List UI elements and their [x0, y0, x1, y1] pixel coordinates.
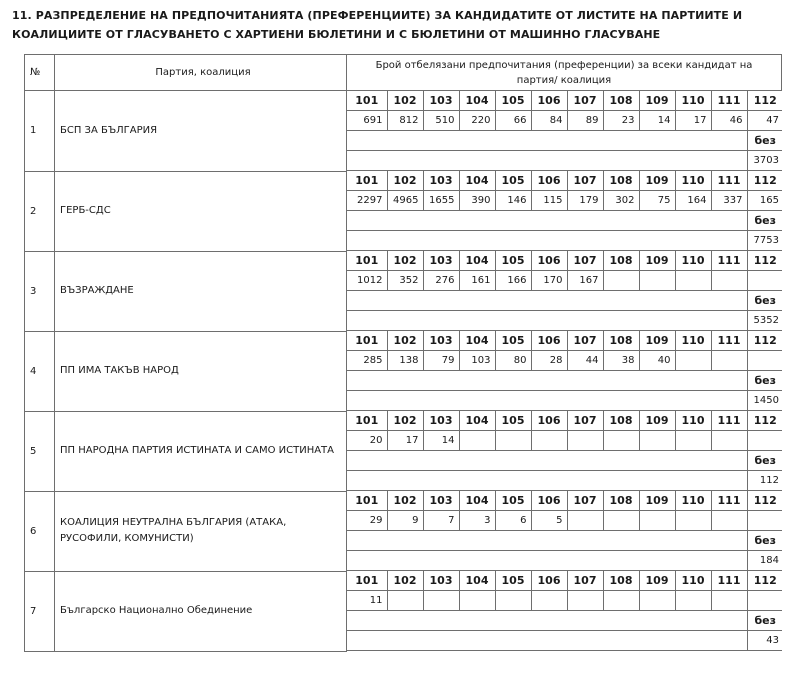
candidate-id: 110 — [675, 491, 711, 511]
party-name: ПП НАРОДНА ПАРТИЯ ИСТИНАТА И САМО ИСТИНАТА — [55, 411, 347, 491]
candidate-votes — [675, 591, 711, 611]
candidate-votes: 17 — [675, 111, 711, 131]
candidate-id: 111 — [711, 91, 747, 111]
without-label: без — [747, 611, 782, 631]
candidate-id: 112 — [747, 91, 782, 111]
without-label-row — [347, 451, 782, 471]
party-name: ГЕРБ-СДС — [55, 171, 347, 251]
candidate-votes: 17 — [387, 431, 423, 451]
candidate-votes — [747, 271, 782, 291]
candidate-id-row — [347, 571, 782, 591]
candidate-id: 108 — [603, 571, 639, 591]
party-number: 3 — [25, 251, 55, 331]
party-number: 2 — [25, 171, 55, 251]
candidate-id: 109 — [639, 491, 675, 511]
candidate-id: 105 — [495, 411, 531, 431]
without-label: без — [747, 211, 782, 231]
candidate-votes: 812 — [387, 111, 423, 131]
candidate-id: 105 — [495, 171, 531, 191]
without-value-row — [347, 151, 782, 171]
candidate-id: 112 — [747, 491, 782, 511]
candidate-votes — [711, 431, 747, 451]
without-value: 7753 — [747, 231, 782, 251]
candidate-votes: 138 — [387, 351, 423, 371]
candidate-votes: 352 — [387, 271, 423, 291]
candidate-votes-row — [347, 191, 782, 211]
candidate-id: 110 — [675, 571, 711, 591]
party-name: КОАЛИЦИЯ НЕУТРАЛНА БЪЛГАРИЯ (АТАКА, РУСОФИЛИ, КОМУНИСТИ) — [55, 491, 347, 571]
candidate-id: 102 — [387, 571, 423, 591]
candidate-id: 104 — [459, 331, 495, 351]
candidate-votes: 285 — [347, 351, 387, 371]
candidate-id: 105 — [495, 91, 531, 111]
without-value-row — [347, 471, 782, 491]
candidate-votes: 115 — [531, 191, 567, 211]
candidate-votes: 80 — [495, 351, 531, 371]
candidate-id: 111 — [711, 411, 747, 431]
candidate-id: 109 — [639, 411, 675, 431]
candidate-votes: 1655 — [423, 191, 459, 211]
candidate-votes: 390 — [459, 191, 495, 211]
candidate-votes: 46 — [711, 111, 747, 131]
header-preferences: Брой отбелязани предпочитания (преференции) за всеки кандидат на партия/ коалиция — [347, 55, 782, 91]
candidate-id: 108 — [603, 411, 639, 431]
candidate-votes — [423, 591, 459, 611]
candidate-id: 107 — [567, 411, 603, 431]
header-number: № — [25, 55, 55, 91]
candidate-id: 103 — [423, 331, 459, 351]
candidate-votes-row — [347, 431, 782, 451]
candidate-id: 103 — [423, 251, 459, 271]
without-value: 184 — [747, 551, 782, 571]
candidate-votes: 220 — [459, 111, 495, 131]
party-number: 1 — [25, 91, 55, 172]
candidate-id: 102 — [387, 171, 423, 191]
candidate-votes — [675, 351, 711, 371]
party-name: Българско Национално Обединение — [55, 571, 347, 651]
candidate-id: 106 — [531, 251, 567, 271]
candidate-votes — [675, 271, 711, 291]
candidate-id: 112 — [747, 251, 782, 271]
candidate-id: 111 — [711, 571, 747, 591]
party-number: 7 — [25, 571, 55, 651]
candidate-id: 107 — [567, 171, 603, 191]
candidate-id: 104 — [459, 571, 495, 591]
party-row — [25, 171, 782, 251]
candidate-votes — [711, 591, 747, 611]
candidate-id: 110 — [675, 171, 711, 191]
without-label: без — [747, 371, 782, 391]
without-label-row — [347, 371, 782, 391]
candidate-votes — [531, 591, 567, 611]
candidate-votes — [711, 511, 747, 531]
without-value: 3703 — [747, 151, 782, 171]
candidate-id: 107 — [567, 331, 603, 351]
candidate-id: 101 — [347, 571, 387, 591]
document-title: 11. РАЗПРЕДЕЛЕНИЕ НА ПРЕДПОЧИТАНИЯТА (ПРЕФЕРЕНЦИИТЕ) ЗА КАНДИДАТИТЕ ОТ ЛИСТИТЕ НА ПАРТИИТЕ И КОАЛИЦИИТЕ ОТ ГЛАСУВАНЕТО С ХАРТИЕНИ БЮЛЕТИНИ И С БЮЛЕТИНИ ОТ МАШИННО ГЛАСУВАНЕ — [12, 9, 743, 41]
candidate-votes: 276 — [423, 271, 459, 291]
candidate-votes — [675, 431, 711, 451]
candidate-votes: 79 — [423, 351, 459, 371]
candidate-votes — [603, 271, 639, 291]
candidate-votes — [531, 431, 567, 451]
candidate-votes-row — [347, 511, 782, 531]
candidate-grid — [347, 251, 782, 331]
candidate-id: 104 — [459, 171, 495, 191]
party-preferences — [347, 411, 782, 491]
candidate-votes — [495, 591, 531, 611]
without-label: без — [747, 451, 782, 471]
candidate-id: 104 — [459, 491, 495, 511]
party-preferences — [347, 491, 782, 571]
without-value-row — [347, 231, 782, 251]
candidate-votes — [603, 591, 639, 611]
without-label-row — [347, 211, 782, 231]
candidate-votes: 302 — [603, 191, 639, 211]
candidate-id: 102 — [387, 91, 423, 111]
candidate-id: 104 — [459, 251, 495, 271]
without-label: без — [747, 531, 782, 551]
candidate-id: 101 — [347, 491, 387, 511]
candidate-votes — [747, 431, 782, 451]
party-number: 6 — [25, 491, 55, 571]
candidate-votes — [459, 431, 495, 451]
without-label: без — [747, 291, 782, 311]
without-value-row — [347, 551, 782, 571]
candidate-id: 108 — [603, 251, 639, 271]
candidate-id: 108 — [603, 171, 639, 191]
party-name: ПП ИМА ТАКЪВ НАРОД — [55, 331, 347, 411]
candidate-id-row — [347, 491, 782, 511]
candidate-votes: 2297 — [347, 191, 387, 211]
candidate-id: 108 — [603, 91, 639, 111]
candidate-id: 103 — [423, 91, 459, 111]
candidate-id: 101 — [347, 331, 387, 351]
candidate-votes — [495, 431, 531, 451]
candidate-grid — [347, 91, 782, 171]
candidate-id: 112 — [747, 331, 782, 351]
candidate-votes — [747, 591, 782, 611]
candidate-votes — [639, 431, 675, 451]
party-number: 5 — [25, 411, 55, 491]
party-row — [25, 411, 782, 491]
party-preferences — [347, 251, 782, 331]
candidate-id: 105 — [495, 571, 531, 591]
candidate-votes — [567, 591, 603, 611]
candidate-grid — [347, 171, 782, 251]
candidate-id: 104 — [459, 411, 495, 431]
candidate-votes: 146 — [495, 191, 531, 211]
candidate-id: 106 — [531, 91, 567, 111]
candidate-id: 107 — [567, 91, 603, 111]
candidate-id: 101 — [347, 251, 387, 271]
candidate-id: 110 — [675, 91, 711, 111]
candidate-id: 102 — [387, 251, 423, 271]
candidate-id: 112 — [747, 411, 782, 431]
candidate-id-row — [347, 251, 782, 271]
candidate-votes: 84 — [531, 111, 567, 131]
candidate-id: 102 — [387, 331, 423, 351]
candidate-votes: 44 — [567, 351, 603, 371]
party-preferences — [347, 331, 782, 411]
without-label-row — [347, 611, 782, 631]
candidate-id: 111 — [711, 171, 747, 191]
candidate-id: 112 — [747, 571, 782, 591]
candidate-id: 112 — [747, 171, 782, 191]
candidate-id: 105 — [495, 251, 531, 271]
candidate-votes — [603, 511, 639, 531]
candidate-votes: 11 — [347, 591, 387, 611]
candidate-id: 102 — [387, 411, 423, 431]
candidate-id: 107 — [567, 571, 603, 591]
candidate-votes — [459, 591, 495, 611]
candidate-votes: 23 — [603, 111, 639, 131]
without-value-row — [347, 631, 782, 651]
without-value-row — [347, 311, 782, 331]
candidate-votes — [567, 511, 603, 531]
candidate-votes: 75 — [639, 191, 675, 211]
party-preferences — [347, 571, 782, 651]
candidate-id: 111 — [711, 491, 747, 511]
candidate-votes: 47 — [747, 111, 782, 131]
candidate-id-row — [347, 411, 782, 431]
party-row — [25, 331, 782, 411]
candidate-id: 103 — [423, 491, 459, 511]
candidate-votes: 66 — [495, 111, 531, 131]
candidate-id: 106 — [531, 331, 567, 351]
candidate-votes-row — [347, 271, 782, 291]
candidate-votes: 337 — [711, 191, 747, 211]
candidate-votes — [639, 511, 675, 531]
candidate-votes: 691 — [347, 111, 387, 131]
candidate-id: 103 — [423, 571, 459, 591]
party-name: ВЪЗРАЖДАНЕ — [55, 251, 347, 331]
without-value-row — [347, 391, 782, 411]
candidate-votes — [675, 511, 711, 531]
party-number: 4 — [25, 331, 55, 411]
candidate-votes: 28 — [531, 351, 567, 371]
candidate-id: 105 — [495, 491, 531, 511]
candidate-id: 109 — [639, 171, 675, 191]
candidate-id: 109 — [639, 331, 675, 351]
without-label-row — [347, 531, 782, 551]
candidate-id: 108 — [603, 491, 639, 511]
candidate-votes — [747, 351, 782, 371]
candidate-votes — [711, 351, 747, 371]
without-value: 1450 — [747, 391, 782, 411]
candidate-votes — [567, 431, 603, 451]
party-row — [25, 251, 782, 331]
candidate-votes-row — [347, 351, 782, 371]
candidate-id: 109 — [639, 91, 675, 111]
candidate-id-row — [347, 171, 782, 191]
candidate-votes — [387, 591, 423, 611]
party-row — [25, 91, 782, 172]
candidate-votes: 170 — [531, 271, 567, 291]
candidate-votes: 29 — [347, 511, 387, 531]
candidate-votes: 1012 — [347, 271, 387, 291]
candidate-votes: 161 — [459, 271, 495, 291]
candidate-votes: 103 — [459, 351, 495, 371]
without-value: 43 — [747, 631, 782, 651]
without-value: 112 — [747, 471, 782, 491]
candidate-id: 106 — [531, 411, 567, 431]
candidate-votes: 5 — [531, 511, 567, 531]
candidate-grid — [347, 491, 782, 571]
header-party: Партия, коалиция — [55, 55, 347, 91]
candidate-id: 110 — [675, 251, 711, 271]
candidate-grid — [347, 411, 782, 491]
candidate-votes: 179 — [567, 191, 603, 211]
candidate-id-row — [347, 91, 782, 111]
candidate-id: 108 — [603, 331, 639, 351]
without-label-row — [347, 131, 782, 151]
candidate-id: 111 — [711, 331, 747, 351]
candidate-votes: 7 — [423, 511, 459, 531]
party-row — [25, 491, 782, 571]
without-value: 5352 — [747, 311, 782, 331]
without-label-row — [347, 291, 782, 311]
candidate-votes: 20 — [347, 431, 387, 451]
candidate-id: 110 — [675, 411, 711, 431]
candidate-votes — [747, 511, 782, 531]
candidate-votes: 89 — [567, 111, 603, 131]
candidate-id: 107 — [567, 491, 603, 511]
candidate-id: 109 — [639, 571, 675, 591]
candidate-id: 110 — [675, 331, 711, 351]
candidate-id: 101 — [347, 411, 387, 431]
candidate-id: 104 — [459, 91, 495, 111]
candidate-votes: 40 — [639, 351, 675, 371]
candidate-votes — [639, 271, 675, 291]
candidate-votes: 6 — [495, 511, 531, 531]
candidate-id: 105 — [495, 331, 531, 351]
candidate-id: 106 — [531, 491, 567, 511]
candidate-votes — [711, 271, 747, 291]
without-label: без — [747, 131, 782, 151]
candidate-id: 101 — [347, 171, 387, 191]
candidate-id: 103 — [423, 171, 459, 191]
candidate-votes: 167 — [567, 271, 603, 291]
candidate-votes: 164 — [675, 191, 711, 211]
candidate-id: 109 — [639, 251, 675, 271]
party-preferences — [347, 171, 782, 251]
candidate-votes-row — [347, 591, 782, 611]
candidate-id: 106 — [531, 171, 567, 191]
candidate-votes: 165 — [747, 191, 782, 211]
party-name: БСП ЗА БЪЛГАРИЯ — [55, 91, 347, 172]
party-preferences — [347, 91, 782, 172]
candidate-votes: 510 — [423, 111, 459, 131]
candidate-id: 106 — [531, 571, 567, 591]
candidate-votes — [639, 591, 675, 611]
candidate-id: 102 — [387, 491, 423, 511]
candidate-votes: 4965 — [387, 191, 423, 211]
candidate-grid — [347, 331, 782, 411]
candidate-votes — [603, 431, 639, 451]
candidate-id: 111 — [711, 251, 747, 271]
candidate-id: 107 — [567, 251, 603, 271]
candidate-id-row — [347, 331, 782, 351]
candidate-id: 101 — [347, 91, 387, 111]
preferences-table — [24, 54, 782, 652]
candidate-votes: 3 — [459, 511, 495, 531]
candidate-votes: 14 — [639, 111, 675, 131]
candidate-id: 103 — [423, 411, 459, 431]
candidate-votes: 38 — [603, 351, 639, 371]
candidate-votes-row — [347, 111, 782, 131]
candidate-votes: 166 — [495, 271, 531, 291]
candidate-votes: 14 — [423, 431, 459, 451]
candidate-grid — [347, 571, 782, 651]
party-row — [25, 571, 782, 651]
table-header-row — [25, 55, 782, 91]
candidate-votes: 9 — [387, 511, 423, 531]
